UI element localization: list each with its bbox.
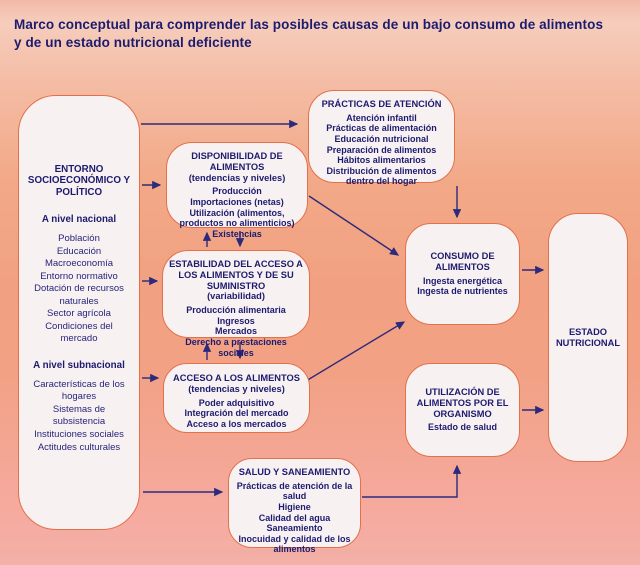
list-item: Existencias <box>212 228 262 239</box>
box-title: SALUD Y SANEAMIENTO <box>238 467 351 477</box>
list-item: Ingresos <box>217 315 255 326</box>
list-item: Ingesta energética <box>422 275 503 286</box>
list-item: Inocuidad y calidad de los alimentos <box>238 533 351 555</box>
list-item: Instituciones sociales <box>34 428 124 440</box>
list-item: Educación nutricional <box>334 134 429 144</box>
box-subtitle: (tendencias y niveles) <box>188 172 286 183</box>
box-title: ACCESO A LOS ALIMENTOS <box>173 373 300 383</box>
list-item: Utilización (alimentos, productos no alimenticios) <box>179 207 295 229</box>
section-heading-nivel-nacional: A nivel nacional <box>41 214 117 226</box>
list-item: Acceso a los mercados <box>186 418 287 429</box>
list-item: Entorno normativo <box>40 270 118 282</box>
list-item: Sistemas de subsistencia <box>52 403 106 428</box>
box-title: DISPONIBILIDAD DE ALIMENTOS <box>191 151 283 172</box>
box-items <box>170 398 303 430</box>
box-title: ENTORNO SOCIOECONÓMICO Y POLÍTICO <box>27 164 131 198</box>
box-title: PRÁCTICAS DE ATENCIÓN <box>321 99 442 109</box>
list-item: Prácticas de atención de la salud <box>236 480 353 502</box>
list-item: Calidad del agua <box>258 512 331 523</box>
section-items-nivel-subnacional <box>27 379 131 454</box>
list-item: Dotación de recursos naturales <box>34 283 124 307</box>
arrow-salud-to-utilizacion <box>362 466 457 497</box>
box-items <box>414 422 511 433</box>
box-subtitle: (variabilidad) <box>207 291 265 302</box>
box-estado-nutricional <box>548 213 628 462</box>
arrow-acceso-to-consumo <box>301 322 404 384</box>
section-items-nivel-nacional <box>27 233 131 346</box>
section-heading-nivel-subnacional: A nivel subnacional <box>33 359 125 371</box>
list-item: Saneamiento <box>266 523 323 534</box>
list-item: Ingesta de nutrientes <box>417 286 508 297</box>
list-item: Sector agrícola <box>47 308 111 320</box>
list-item: Población <box>58 233 100 245</box>
list-item: Condiciones del mercado <box>45 320 113 345</box>
box-estabilidad-acceso <box>162 250 310 358</box>
box-subtitle: (tendencias y niveles) <box>188 383 285 394</box>
list-item: Mercados <box>214 326 258 337</box>
box-title: ESTADO NUTRICIONAL <box>555 326 621 348</box>
box-salud-saneamiento <box>228 458 361 555</box>
list-item: Poder adquisitivo <box>198 397 275 408</box>
box-acceso-alimentos <box>163 363 310 433</box>
box-title: CONSUMO DE ALIMENTOS <box>430 251 495 272</box>
list-item: Preparación de alimentos <box>326 144 437 155</box>
list-item: Educación <box>56 245 102 257</box>
list-item: Producción alimentaria <box>186 305 286 316</box>
box-consumo-alimentos <box>405 223 520 325</box>
list-item: Prácticas de alimentación <box>326 123 437 134</box>
list-item: Estado de salud <box>427 422 498 433</box>
list-item: Higiene <box>278 502 311 512</box>
list-item: Producción <box>212 186 262 197</box>
box-items <box>233 481 356 555</box>
box-utilizacion-alimentos <box>405 363 520 457</box>
list-item: Importaciones (netas) <box>190 196 284 207</box>
box-items <box>313 113 450 187</box>
list-item: Actitudes culturales <box>37 441 121 453</box>
box-title: ESTABILIDAD DEL ACCESO A LOS ALIMENTOS Y DE SU SUMINISTRO <box>169 259 303 291</box>
arrow-disponibilidad-to-consumo <box>309 196 398 255</box>
list-item: Macroeconomía <box>44 258 114 270</box>
box-items <box>167 305 305 358</box>
box-disponibilidad-alimentos <box>166 142 308 239</box>
list-item: Hábitos alimentarios <box>337 155 426 166</box>
list-item: Derecho a prestaciones sociales <box>185 336 287 358</box>
box-entorno-socioeconomico <box>18 95 140 530</box>
page-title: Marco conceptual para comprender las posibles causas de un bajo consumo de alimentos y de un estado nutricional deficiente <box>14 17 604 51</box>
list-item: Integración del mercado <box>184 408 289 419</box>
box-title: UTILIZACIÓN DE ALIMENTOS POR EL ORGANISMO <box>416 387 509 419</box>
box-practicas-atencion <box>308 90 455 187</box>
box-items <box>173 186 301 239</box>
box-items <box>412 276 513 297</box>
list-item: Atención infantil <box>346 112 417 123</box>
list-item: Distribución de alimentos dentro del hogar <box>326 165 437 187</box>
list-item: Características de los hogares <box>33 378 125 403</box>
